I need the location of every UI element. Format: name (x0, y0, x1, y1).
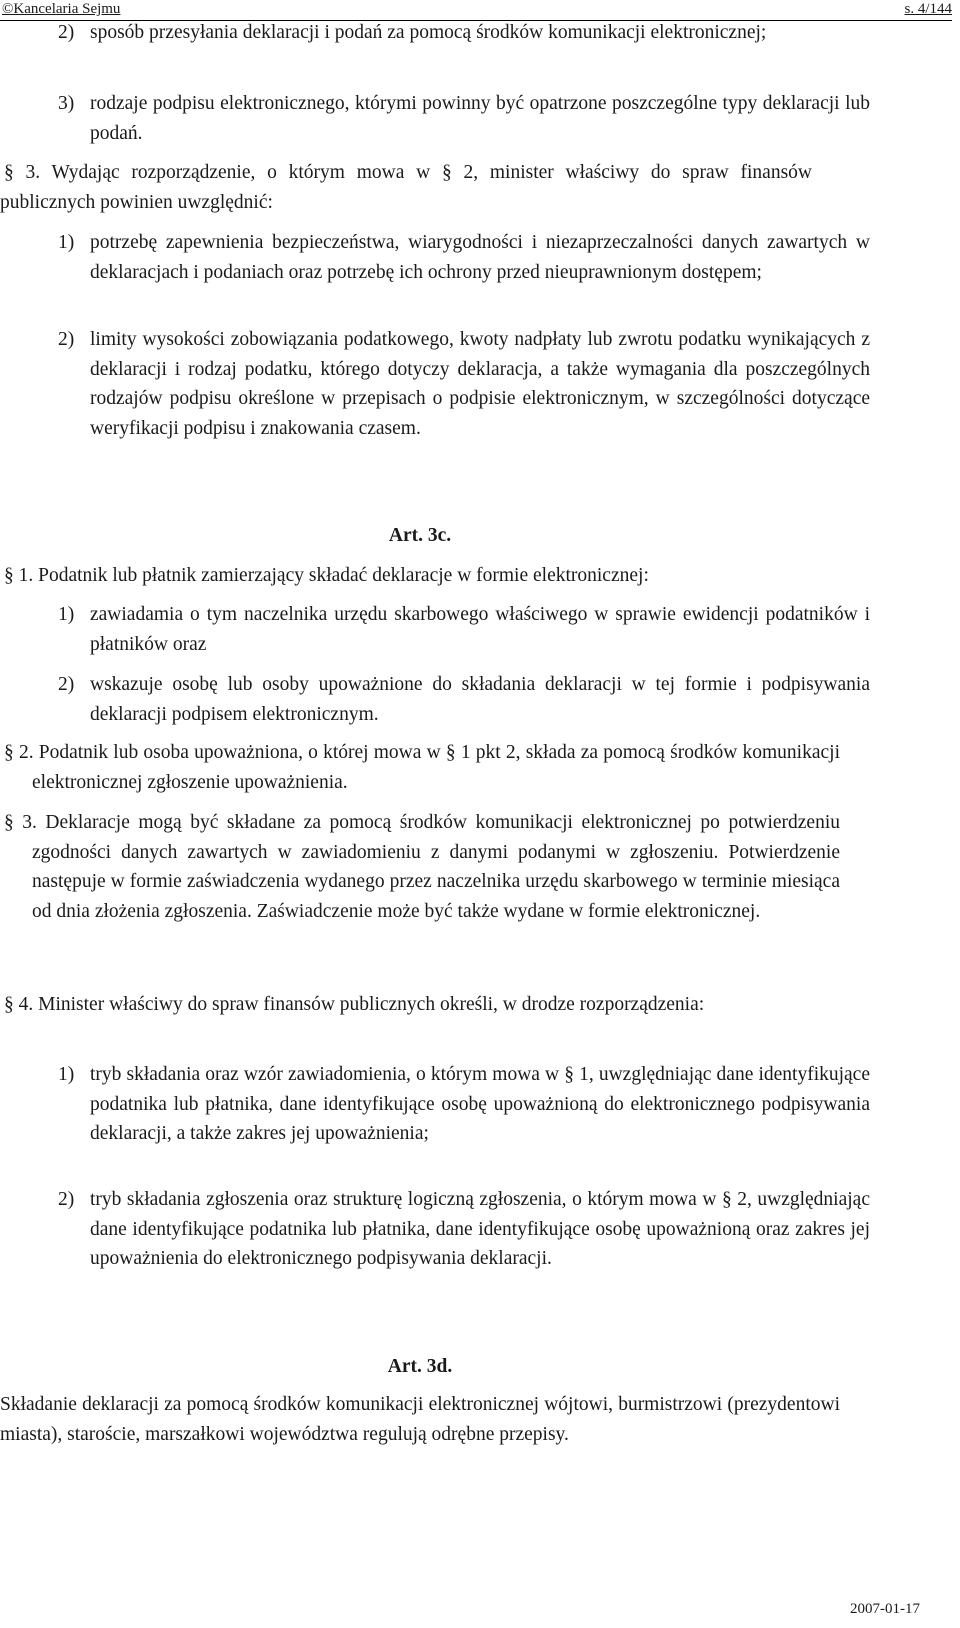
list-item-number: 1) (58, 232, 75, 253)
list-item-number: 2) (58, 1189, 75, 1210)
list-item-number: 3) (58, 93, 75, 114)
list-item-text: zawiadamia o tym naczelnika urzędu skarbowego właściwego w sprawie ewidencji podatników i płatników oraz (90, 604, 870, 655)
list-item-number: 2) (58, 329, 75, 350)
article-heading: Art. 3d. (387, 1356, 453, 1377)
list-item-number: 2) (58, 674, 75, 695)
list-item-text: tryb składania zgłoszenia oraz strukturę logiczną zgłoszenia, o którym mowa w § 2, uwzględniając dane identyfikujące podatnika lub płatnika, dane identyfikujące osobę upoważnioną oraz zakres jej upoważnienia do elektronicznego podpisywania deklaracji. (90, 1189, 870, 1269)
list-item (58, 1185, 870, 1274)
page-footer-date: 2007-01-17 (850, 1601, 920, 1617)
list-item (58, 89, 870, 148)
list-item (58, 18, 870, 48)
paragraph-text: § 4. Minister właściwy do spraw finansów publicznych określi, w drodze rozporządzenia: (4, 994, 705, 1015)
paragraph-section-3: § 3. Wydając rozporządzenie, o którym mowa w § 2, minister właściwy do spraw finansów publicznych powinien uwzględnić: (0, 162, 812, 213)
list-item-number: 1) (58, 604, 75, 625)
list-item-text: wskazuje osobę lub osoby upoważnione do składania deklaracji w tej formie i podpisywania deklaracji podpisem elektronicznym. (90, 674, 870, 725)
list-item-text: tryb składania oraz wzór zawiadomienia, o którym mowa w § 1, uwzględniając dane identyfikujące podatnika lub płatnika, dane identyfikujące osobę upoważnioną do elektronicznego podpisywania deklaracji, a także zakres jej upoważnienia; (90, 1064, 870, 1144)
list-item-text: rodzaje podpisu elektronicznego, którymi powinny być opatrzone poszczególne typy deklaracji lub podań. (90, 93, 870, 144)
list-item (58, 600, 870, 659)
list-item (58, 228, 870, 287)
list-item-text: limity wysokości zobowiązania podatkowego, kwoty nadpłaty lub zwrotu podatku wynikających z deklaracji i rodzaj podatku, którego dotyczy deklaracja, a także wymagania dla poszczególnych rodzajów podpisu określone w przepisach o podpisie elektronicznym, w szczególności dotyczące weryfikacji podpisu i znakowania czasem. (90, 329, 870, 439)
paragraph: Składanie deklaracji za pomocą środków komunikacji elektronicznej wójtowi, burmistrzowi (prezydentowi miasta), staroście, marszałkowi województwa regulują odrębne przepisy. (0, 1394, 840, 1445)
article-heading: Art. 3c. (388, 525, 452, 546)
list-item (58, 1060, 870, 1149)
page-number-link[interactable]: s. 4/144 (904, 1, 952, 17)
paragraph-section-1: § 1. Podatnik lub płatnik zamierzający składać deklaracje w formie elektronicznej: (4, 565, 649, 586)
list-item-number: 1) (58, 1064, 75, 1085)
paragraph-text: § 2. Podatnik lub osoba upoważniona, o której mowa w § 1 pkt 2, składa za pomocą środków komunikacji elektronicznej zgłoszenie upoważnienia. (4, 742, 840, 793)
paragraph-text: § 3. Deklaracje mogą być składane za pomocą środków komunikacji elektronicznej po potwierdzeniu zgodności danych zawartych w zawiadomieniu z danymi podanymi w zgłoszeniu. Potwierdzenie następuje w formie zaświadczenia wydanego przez naczelnika urzędu skarbowego w terminie miesiąca od dnia złożenia zgłoszenia. Zaświadczenie może być także wydane w formie elektronicznej. (4, 812, 840, 922)
paragraph-section-2 (0, 738, 840, 797)
source-link[interactable]: ©Kancelaria Sejmu (2, 1, 121, 17)
list-item-text: potrzebę zapewnienia bezpieczeństwa, wiarygodności i niezaprzeczalności danych zawartych w deklaracjach i podaniach oraz potrzebę ich ochrony przed nieuprawnionym dostępem; (90, 232, 870, 283)
list-item-text: sposób przesyłania deklaracji i podań za pomocą środków komunikacji elektronicznej; (90, 22, 767, 43)
list-item-number: 2) (58, 22, 75, 43)
paragraph-section-4 (0, 990, 840, 1020)
paragraph-section-3 (0, 808, 840, 926)
list-item (58, 325, 870, 443)
list-item (58, 670, 870, 729)
